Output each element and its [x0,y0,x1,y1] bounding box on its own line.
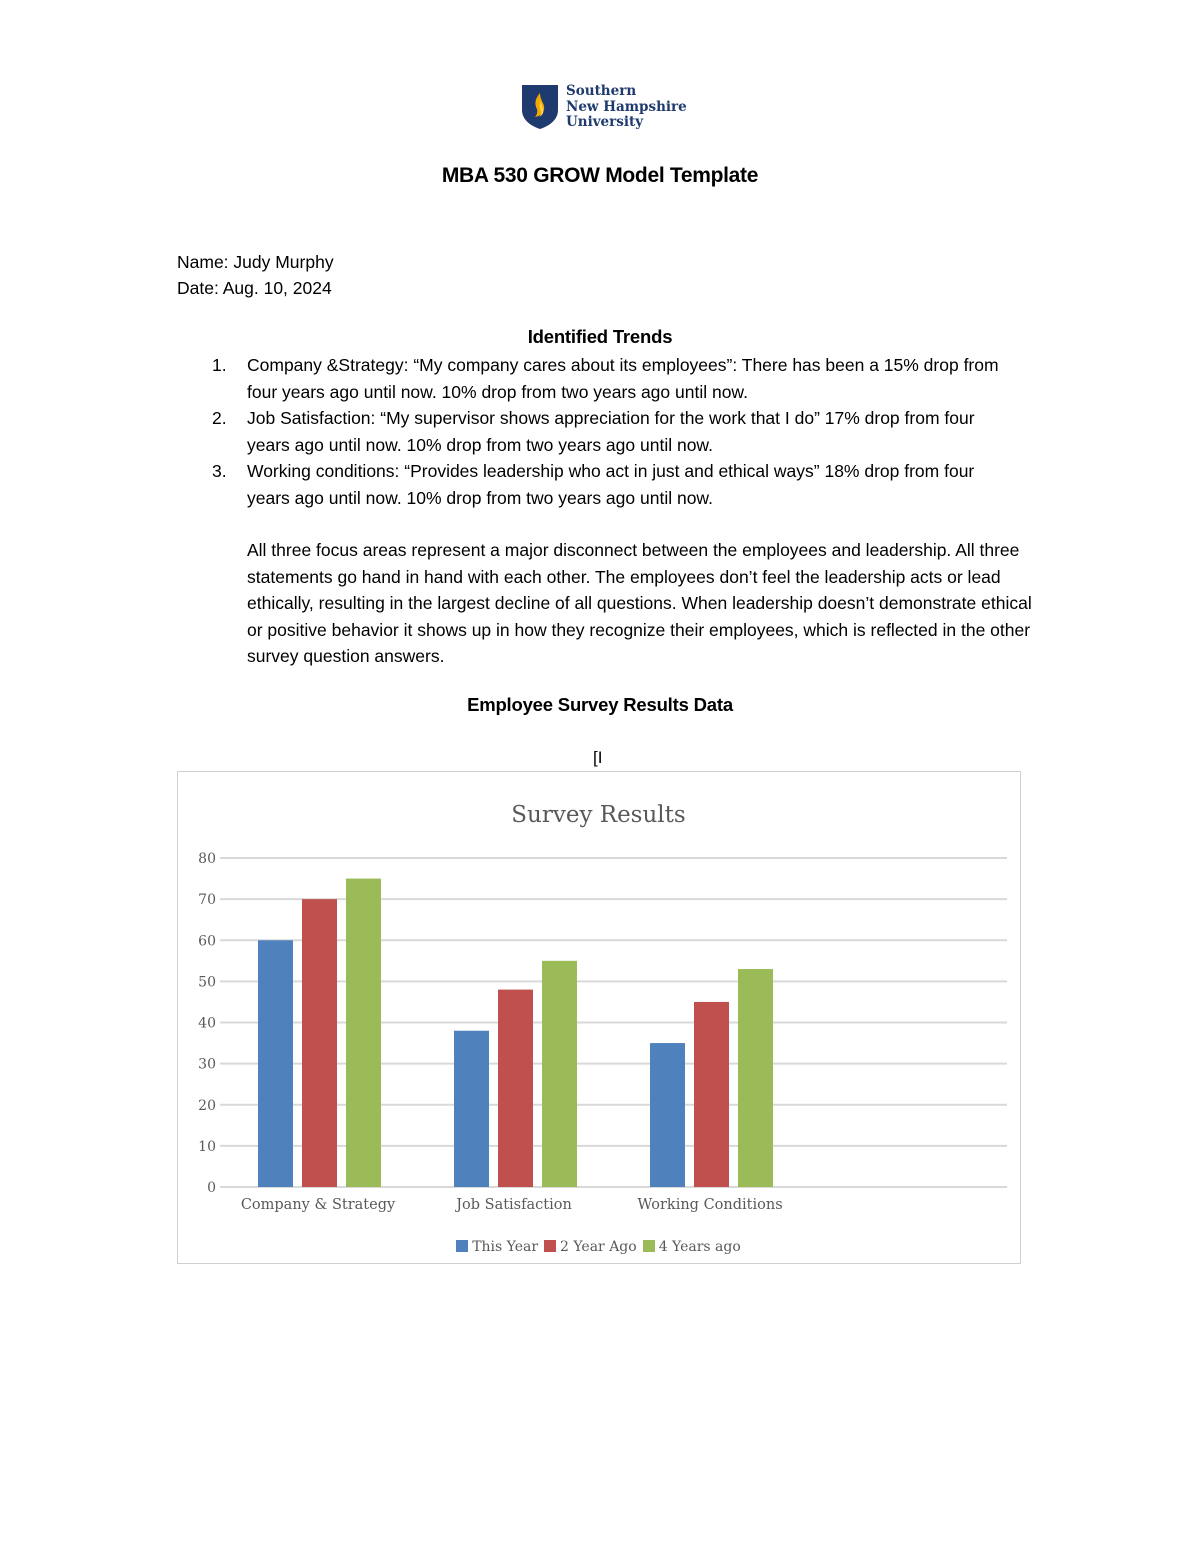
y-tick-label: 60 [198,933,216,950]
logo-line-2: New Hampshire [566,98,687,115]
x-tick-label: Company & Strategy [240,1197,396,1213]
author-name: Name: Judy Murphy [177,252,334,272]
logo-line-1: Southern [566,83,637,99]
logo-wordmark [566,84,687,131]
y-tick-label: 10 [198,1138,216,1155]
meta-block [177,249,334,301]
bar [542,961,577,1187]
bar [454,1031,489,1187]
list-number: 3. [212,461,227,481]
legend-swatch [456,1240,468,1252]
list-number: 2. [212,408,227,428]
university-logo [521,84,691,132]
bar [694,1002,729,1187]
logo-line-3: University [566,114,644,130]
y-tick-label: 80 [198,851,216,867]
legend-item [456,1239,538,1255]
legend-label: This Year [472,1239,539,1255]
bar [650,1043,685,1187]
y-tick-label: 50 [198,974,216,991]
list-text: Company &Strategy: “My company cares about its employees”: There has been a 15% drop from four years ago until now. 10% drop from two years ago until now. [247,355,999,402]
chart-plot [178,772,1019,1262]
shield-flame-icon [521,84,559,130]
list-item [212,405,1012,458]
list-number: 1. [212,355,227,375]
bar [346,879,381,1187]
bar [738,969,773,1187]
y-tick-label: 30 [198,1056,216,1073]
list-text: Working conditions: “Provides leadership who act in just and ethical ways” 18% drop from four years ago until now. 10% drop from two years ago until now. [247,461,975,508]
document-date: Date: Aug. 10, 2024 [177,278,332,298]
bar [258,940,293,1187]
document-title: MBA 530 GROW Model Template [441,164,759,187]
trends-list [212,352,1012,511]
survey-chart [177,771,1021,1264]
survey-heading: Employee Survey Results Data [467,694,733,715]
legend-label: 2 Year Ago [560,1239,637,1255]
trends-summary: All three focus areas represent a major disconnect between the employees and leadership. All three statements go hand in hand with each other. The employees don’t feel the leadership acts or lead ethically, resulting in the largest decline of all questions. When leadership doesn’t demonstrate ethical or positive behavior it shows up in how they recognize their employees, which is reflected in the other survey question answers. [247,540,1032,666]
list-item [212,352,1012,405]
y-tick-label: 0 [207,1180,216,1196]
y-tick-label: 20 [198,1097,216,1114]
y-tick-label: 70 [198,892,216,909]
legend-swatch [643,1240,655,1252]
chart-title: Survey Results [511,802,686,828]
legend-swatch [544,1240,556,1252]
x-tick-label: Job Satisfaction [456,1197,572,1213]
legend-label: 4 Years ago [658,1239,741,1255]
y-tick-label: 40 [198,1015,216,1032]
bar [302,899,337,1187]
list-item [212,458,1012,511]
legend-item [544,1239,637,1255]
trends-heading: Identified Trends [527,326,673,347]
chart-legend [178,1239,1019,1255]
list-text: Job Satisfaction: “My supervisor shows appreciation for the work that I do” 17% drop from four years ago until now. 10% drop from two years ago until now. [247,408,975,455]
legend-item [643,1239,741,1255]
bar [498,990,533,1187]
text-cursor-mark: [I [593,748,603,767]
x-tick-label: Working Conditions [637,1197,783,1213]
